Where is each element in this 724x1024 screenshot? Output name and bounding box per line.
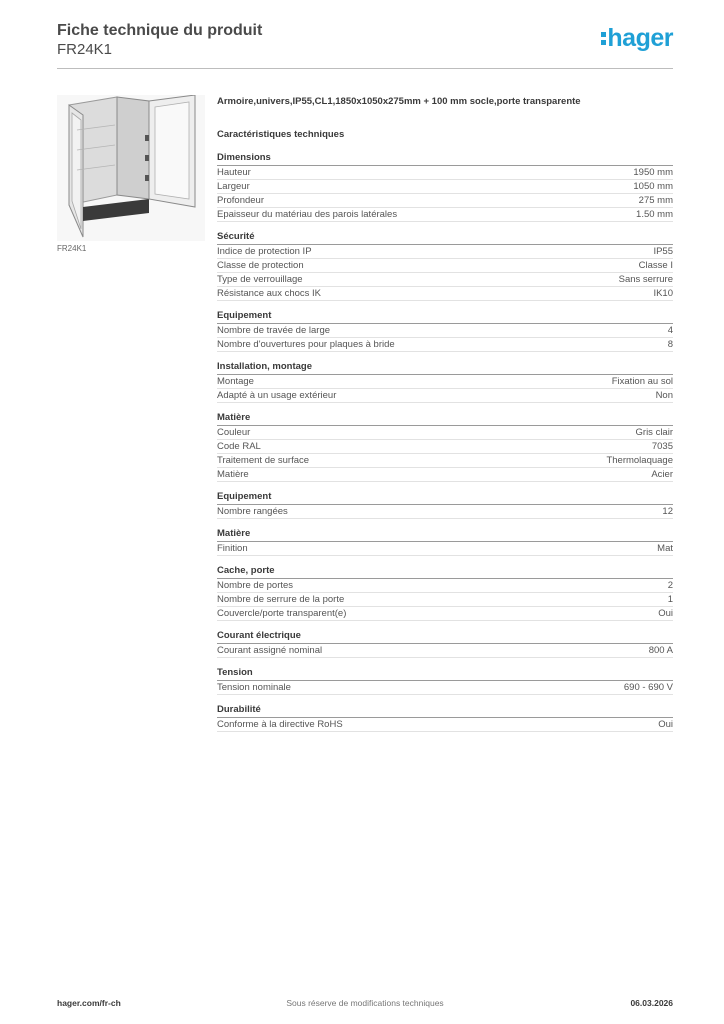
spec-value: IP55 (653, 246, 673, 257)
page-header (57, 22, 673, 68)
spec-value: 12 (662, 506, 673, 517)
spec-label: Conforme à la directive RoHS (217, 719, 343, 730)
spec-group (217, 231, 673, 301)
spec-row (217, 454, 673, 468)
spec-row (217, 273, 673, 287)
spec-value: 8 (667, 339, 673, 350)
spec-group (217, 491, 673, 519)
spec-value: 1.50 mm (636, 209, 673, 220)
spec-group-title: Matière (217, 528, 673, 542)
spec-label: Traitement de surface (217, 455, 310, 466)
spec-value: IK10 (653, 288, 673, 299)
page-footer (57, 998, 673, 1012)
document-title: Fiche technique du produit (57, 22, 263, 39)
spec-group-title: Equipement (217, 491, 673, 505)
specs-heading: Caractéristiques techniques (217, 129, 345, 140)
spec-group-title: Durabilité (217, 704, 673, 718)
spec-row (217, 607, 673, 621)
cabinet-illustration-icon (57, 95, 205, 241)
spec-value: 4 (667, 325, 673, 336)
spec-row (217, 505, 673, 519)
spec-group (217, 310, 673, 352)
spec-group (217, 630, 673, 658)
spec-label: Nombre de travée de large (217, 325, 331, 336)
spec-group-title: Installation, montage (217, 361, 673, 375)
spec-value: Oui (658, 608, 673, 619)
spec-label: Epaisseur du matériau des parois latérales (217, 209, 398, 220)
spec-value: 690 - 690 V (623, 682, 673, 693)
spec-value: Gris clair (635, 427, 673, 438)
spec-label: Matière (217, 469, 249, 480)
spec-row (217, 440, 673, 454)
spec-row (217, 718, 673, 732)
spec-row (217, 468, 673, 482)
spec-row (217, 542, 673, 556)
hager-logo (601, 26, 673, 51)
spec-label: Nombre de portes (217, 580, 294, 591)
spec-value: Mat (657, 543, 673, 554)
spec-group-title: Sécurité (217, 231, 673, 245)
spec-row (217, 426, 673, 440)
spec-row (217, 287, 673, 301)
spec-row (217, 681, 673, 695)
spec-label: Hauteur (217, 167, 251, 178)
spec-label: Résistance aux chocs IK (217, 288, 322, 299)
spec-group (217, 361, 673, 403)
spec-group-title: Dimensions (217, 152, 673, 166)
spec-group-title: Tension (217, 667, 673, 681)
spec-group (217, 667, 673, 695)
logo-text: hager (607, 24, 673, 52)
product-image (57, 95, 205, 241)
spec-value: Acier (651, 469, 673, 480)
spec-label: Courant assigné nominal (217, 645, 323, 656)
spec-value: 800 A (648, 645, 673, 656)
spec-value: Fixation au sol (611, 376, 673, 387)
spec-value: Thermolaquage (606, 455, 673, 466)
spec-label: Code RAL (217, 441, 261, 452)
spec-row (217, 259, 673, 273)
spec-label: Largeur (217, 181, 250, 192)
spec-row (217, 389, 673, 403)
logo-dots-icon (601, 27, 606, 47)
spec-value: Oui (658, 719, 673, 730)
spec-value: 1 (667, 594, 673, 605)
spec-group (217, 412, 673, 482)
spec-value: Non (655, 390, 673, 401)
spec-label: Nombre de serrure de la porte (217, 594, 345, 605)
spec-label: Finition (217, 543, 248, 554)
spec-group-title: Courant électrique (217, 630, 673, 644)
spec-row (217, 593, 673, 607)
spec-group-title: Matière (217, 412, 673, 426)
spec-group (217, 704, 673, 732)
spec-row (217, 245, 673, 259)
spec-label: Profondeur (217, 195, 265, 206)
spec-row (217, 194, 673, 208)
spec-label: Couleur (217, 427, 251, 438)
spec-value: 275 mm (638, 195, 673, 206)
product-reference: FR24K1 (57, 41, 113, 58)
spec-label: Indice de protection IP (217, 246, 312, 257)
spec-label: Nombre d'ouvertures pour plaques à bride (217, 339, 395, 350)
spec-value: 7035 (651, 441, 673, 452)
spec-row (217, 644, 673, 658)
spec-label: Tension nominale (217, 682, 291, 693)
spec-value: 1050 mm (633, 181, 673, 192)
spec-row (217, 208, 673, 222)
spec-value: Sans serrure (618, 274, 673, 285)
spec-row (217, 324, 673, 338)
spec-row (217, 375, 673, 389)
spec-group-title: Equipement (217, 310, 673, 324)
footer-notice: Sous réserve de modifications techniques (286, 998, 444, 1008)
spec-group-title: Cache, porte (217, 565, 673, 579)
image-caption: FR24K1 (57, 244, 87, 253)
spec-group (217, 565, 673, 621)
spec-value: 2 (667, 580, 673, 591)
spec-row (217, 180, 673, 194)
spec-label: Nombre rangées (217, 506, 288, 517)
spec-label: Classe de protection (217, 260, 304, 271)
spec-label: Couvercle/porte transparent(e) (217, 608, 347, 619)
spec-group (217, 528, 673, 556)
header-divider (57, 68, 673, 69)
spec-label: Montage (217, 376, 254, 387)
spec-row (217, 166, 673, 180)
spec-group (217, 152, 673, 222)
spec-groups (217, 152, 673, 732)
spec-label: Type de verrouillage (217, 274, 303, 285)
product-specs (217, 96, 673, 741)
spec-row (217, 579, 673, 593)
footer-date: 06.03.2026 (630, 998, 673, 1008)
spec-row (217, 338, 673, 352)
spec-label: Adapté à un usage extérieur (217, 390, 337, 401)
spec-value: 1950 mm (633, 167, 673, 178)
product-description: Armoire,univers,IP55,CL1,1850x1050x275mm + 100 mm socle,porte transparente (217, 96, 581, 107)
footer-website: hager.com/fr-ch (57, 998, 121, 1008)
spec-value: Classe I (638, 260, 673, 271)
